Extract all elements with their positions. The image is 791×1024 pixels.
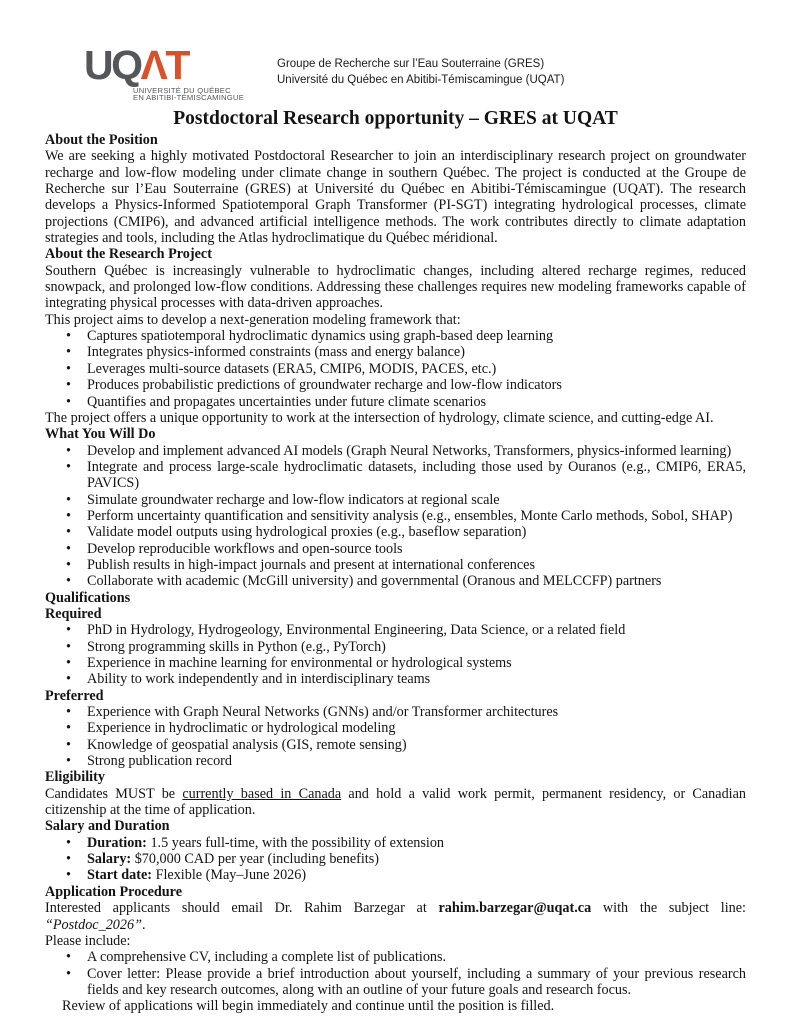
list-item: • Ability to work independently and in interdisciplinary teams bbox=[45, 671, 746, 687]
list-item: • Cover letter: Please provide a brief introduction about yourself, including a summary of your previous research fields and key research outcomes, along with an outline of your future goals and research focus. bbox=[45, 966, 746, 999]
organization-header bbox=[277, 56, 564, 88]
list-item: • Integrates physics-informed constraints (mass and energy balance) bbox=[45, 344, 746, 360]
bullet-list bbox=[45, 835, 746, 884]
bullet-list bbox=[45, 622, 746, 687]
logo-subtitle bbox=[133, 88, 244, 101]
org-line-uqat: Université du Québec en Abitibi-Témiscamingue (UQAT) bbox=[277, 74, 565, 86]
list-item: • Publish results in high-impact journals and present at international conferences bbox=[45, 557, 746, 573]
list-item: • PhD in Hydrology, Hydrogeology, Environmental Engineering, Data Science, or a related field bbox=[45, 622, 746, 638]
text-run: Salary: bbox=[87, 851, 132, 868]
list-item: • Develop and implement advanced AI models (Graph Neural Networks, Transformers, physics-informed learning) bbox=[45, 443, 746, 459]
bullet-list bbox=[45, 443, 746, 590]
list-item: • Experience with Graph Neural Networks (GNNs) and/or Transformer architectures bbox=[45, 704, 746, 720]
wordmark-at: ΛT bbox=[140, 42, 188, 88]
section-heading: About the Position bbox=[45, 132, 158, 148]
list-item: • Produces probabilistic predictions of groundwater recharge and low-flow indicators bbox=[45, 377, 746, 393]
list-item bbox=[45, 835, 746, 851]
section-heading: Salary and Duration bbox=[45, 818, 170, 835]
list-item: • Captures spatiotemporal hydroclimatic dynamics using graph-based deep learning bbox=[45, 328, 746, 344]
text-run: Please include: bbox=[45, 932, 131, 949]
uqat-logo bbox=[84, 42, 245, 102]
text-run: Start date: bbox=[87, 867, 153, 884]
list-item bbox=[45, 851, 746, 867]
text-run: $70,000 CAD per year (including benefits) bbox=[131, 851, 379, 868]
list-item: • Perform uncertainty quantification and sensitivity analysis (e.g., ensembles, Monte Carlo methods, Sobol, SHAP) bbox=[45, 508, 746, 524]
paragraph: This project aims to develop a next-generation modeling framework that: bbox=[45, 311, 461, 328]
text-run: and hold a valid work permit, permanent residency, or Canadian citizenship at the time of application. bbox=[45, 785, 746, 819]
text-run: Candidates MUST be bbox=[45, 785, 183, 802]
paragraph: We are seeking a highly motivated Postdoctoral Researcher to join an interdisciplinary research project on groundwater recharge and low-flow modeling under climate change in southern Québec. The project is conducted at the Groupe de Recherche sur l’Eau Souterraine (GRES) at Université du Québec en Abitibi-Témiscamingue (UQAT). The research develops a Physics-Informed Spatiotemporal Graph Transformer (PI-SGT) integrating hydrological processes, climate projections (CMIP6), and advanced artificial intelligence methods. The work contributes directly to climate adaptation strategies and tools, including the Atlas hydroclimatique du Québec méridional. bbox=[45, 148, 746, 247]
text-run: Interested applicants should email Dr. Rahim Barzegar at bbox=[45, 900, 439, 917]
text-run: Duration: bbox=[87, 834, 147, 851]
text-run: Flexible (May–June 2026) bbox=[152, 867, 307, 884]
list-item: • Collaborate with academic (McGill university) and governmental (Oranous and MELCCFP) partners bbox=[45, 573, 746, 589]
logo-subtitle-line2: EN ABITIBI-TÉMISCAMINGUE bbox=[133, 92, 245, 102]
list-item: • Integrate and process large-scale hydroclimatic datasets, including those used by Ouranos (e.g., CMIP6, ERA5, PAVICS) bbox=[45, 459, 746, 492]
logo-subtitle-line1: UNIVERSITÉ DU QUÉBEC bbox=[133, 86, 231, 95]
document-body bbox=[45, 132, 746, 1015]
paragraph: Southern Québec is increasingly vulnerable to hydroclimatic changes, including altered recharge regimes, reduced snowpack, and prolonged low-flow conditions. Addressing these challenges requires new modeling frameworks capable of integrating physical processes with data-driven approaches. bbox=[45, 262, 746, 312]
bullet-list bbox=[45, 704, 746, 769]
paragraph bbox=[45, 900, 746, 949]
org-line-gres: Groupe de Recherche sur l’Eau Souterraine (GRES) bbox=[277, 58, 545, 70]
list-item bbox=[45, 867, 746, 883]
list-item: • Validate model outputs using hydrological proxies (e.g., baseflow separation) bbox=[45, 524, 746, 540]
text-run: 1.5 years full-time, with the possibility of extension bbox=[146, 834, 445, 851]
page-title: Postdoctoral Research opportunity – GRES at UQAT bbox=[173, 108, 618, 129]
text-run: . bbox=[141, 916, 146, 933]
uqat-wordmark bbox=[84, 42, 244, 88]
section-heading: Application Procedure bbox=[45, 883, 183, 900]
list-item: • Strong programming skills in Python (e.g., PyTorch) bbox=[45, 639, 746, 655]
subject-line: “Postdoc_2026” bbox=[45, 916, 142, 933]
list-item: • Simulate groundwater recharge and low-flow indicators at regional scale bbox=[45, 492, 746, 508]
paragraph bbox=[45, 786, 746, 819]
email-address: rahim.barzegar@uqat.ca bbox=[438, 900, 592, 917]
bullet-list bbox=[45, 949, 746, 998]
section-heading: Required bbox=[45, 605, 102, 622]
section-heading: Preferred bbox=[45, 687, 104, 704]
list-item: • Develop reproducible workflows and open-source tools bbox=[45, 541, 746, 557]
section-heading: What You Will Do bbox=[45, 426, 156, 443]
list-item: • Strong publication record bbox=[45, 753, 746, 769]
list-item: • Quantifies and propagates uncertainties under future climate scenarios bbox=[45, 394, 746, 410]
section-heading: About the Research Project bbox=[45, 246, 212, 263]
list-item: • Experience in hydroclimatic or hydrological modeling bbox=[45, 720, 746, 736]
wordmark-uq: UQ bbox=[84, 42, 141, 88]
list-item: • Knowledge of geospatial analysis (GIS, remote sensing) bbox=[45, 737, 746, 753]
bullet-list bbox=[45, 328, 746, 410]
section-heading: Qualifications bbox=[45, 589, 131, 606]
section-heading: Eligibility bbox=[45, 769, 105, 786]
list-item: • A comprehensive CV, including a complete list of publications. bbox=[45, 949, 746, 965]
text-run: with the subject line: bbox=[591, 900, 746, 917]
text-run: currently based in Canada bbox=[182, 785, 342, 802]
paragraph: Review of applications will begin immediately and continue until the position is filled. bbox=[62, 998, 555, 1015]
paragraph: The project offers a unique opportunity to work at the intersection of hydrology, climate science, and cutting-edge AI. bbox=[45, 409, 714, 426]
list-item: • Leverages multi-source datasets (ERA5, CMIP6, MODIS, PACES, etc.) bbox=[45, 361, 746, 377]
list-item: • Experience in machine learning for environmental or hydrological systems bbox=[45, 655, 746, 671]
